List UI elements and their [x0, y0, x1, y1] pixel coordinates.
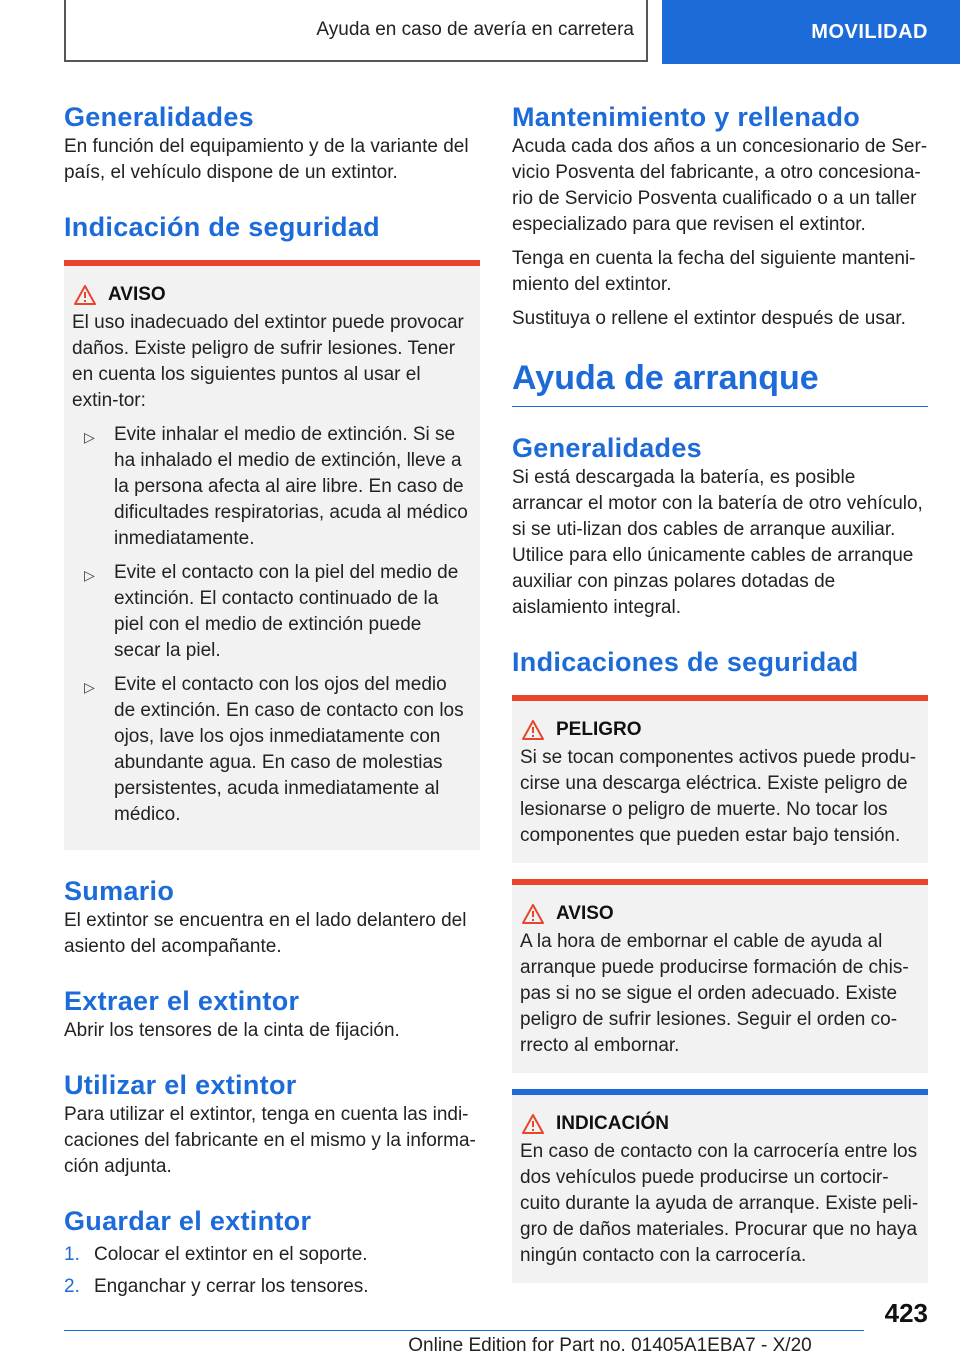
- notice-text: En caso de contacto con la carrocería entre los dos vehículos puede producirse un cortocir‐cuito durante la ayuda de arranque. Existe peli‐gro de daños materiales. Procurar que no haya ningún contacto con la carrocería.: [520, 1141, 919, 1266]
- header-chapter-tab: [662, 0, 960, 64]
- page-number: 423: [884, 1298, 928, 1328]
- heading-sumario: Sumario: [64, 876, 175, 906]
- warning-triangle-icon: [74, 285, 96, 305]
- list-item: [64, 1242, 480, 1268]
- jump-generalidades-text: Si está descargada la batería, es posible arrancar el motor con la batería de otro vehículo, si se uti‐lizan dos cables de arranque auxiliar. Utilice para ello únicamente cables de arranque auxiliar con pinzas polares dotadas de aislamiento integral.: [512, 467, 923, 618]
- triangle-bullet-icon: ▷: [84, 679, 95, 695]
- warning-label: AVISO: [108, 284, 166, 305]
- warning-box: [512, 879, 928, 1073]
- danger-box: [512, 695, 928, 863]
- warning-bullet-list: [72, 422, 472, 828]
- heading-safety: Indicación de seguridad: [64, 212, 380, 242]
- warning-text: El uso inadecuado del extintor puede provocar daños. Existe peligro de sufrir lesiones. Tener en cuenta los siguientes puntos al usar el extin‐tor:: [72, 312, 464, 411]
- extract-text: Abrir los tensores de la cinta de fijación.: [64, 1020, 400, 1041]
- header-chapter-label: MOVILIDAD: [811, 20, 928, 43]
- heading-use: Utilizar el extintor: [64, 1070, 297, 1100]
- warning-triangle-icon: [522, 904, 544, 924]
- warning-label: AVISO: [556, 903, 614, 924]
- heading-extract: Extraer el extintor: [64, 986, 300, 1016]
- bullet-text: Evite inhalar el medio de extinción. Si se ha inhalado el medio de extinción, lleve a la persona afecta al aire libre. En caso de dificultades respiratorias, acuda al médico inmediatamente.: [114, 424, 468, 549]
- header-section-title: [64, 0, 648, 62]
- danger-text: Si se tocan componentes activos puede produ‐cirse una descarga eléctrica. Existe peligro de lesionarse o peligro de muerte. No tocar los componentes que pueden estar bajo tensión.: [520, 747, 917, 846]
- step-number: 2.: [64, 1276, 80, 1297]
- bullet-text: Evite el contacto con la piel del medio de extinción. El contacto continuado de la piel con el medio de extinción puede secar la piel.: [114, 562, 459, 661]
- triangle-bullet-icon: ▷: [84, 567, 95, 583]
- notice-box: [512, 1089, 928, 1283]
- maintenance-text-3: Sustituya o rellene el extintor después de usar.: [512, 308, 906, 329]
- heading-jump-generalidades: Generalidades: [512, 433, 702, 463]
- list-item: [84, 422, 472, 552]
- store-steps-list: [64, 1242, 480, 1300]
- footer-divider: [64, 1330, 864, 1331]
- warning-text: A la hora de embornar el cable de ayuda al arranque puede producirse formación de chis‐pas si no se sigue el orden adecuado. Existe peligro de sufrir lesiones. Seguir el orden co‐rrecto al embornar.: [520, 931, 909, 1056]
- danger-label: PELIGRO: [556, 719, 642, 740]
- right-column: [512, 100, 928, 1283]
- heading-jump-start: Ayuda de arranque: [512, 359, 819, 397]
- list-item: [84, 560, 472, 664]
- heading-store: Guardar el extintor: [64, 1206, 312, 1236]
- maintenance-text-2: Tenga en cuenta la fecha del siguiente manteni‐miento del extintor.: [512, 248, 916, 295]
- footer-edition: Online Edition for Part no. 01405A1EBA7 - X/20: [408, 1335, 812, 1356]
- warning-triangle-icon: [522, 720, 544, 740]
- warning-triangle-icon: [522, 1114, 544, 1134]
- bullet-text: Evite el contacto con los ojos del medio de extinción. En caso de contacto con los ojos, lave los ojos inmediatamente con abundante agua. En caso de molestias persistentes, acuda inmediatamente al médico.: [114, 674, 464, 825]
- header-section-label: Ayuda en caso de avería en carretera: [316, 19, 634, 40]
- triangle-bullet-icon: ▷: [84, 429, 95, 445]
- sumario-text: El extintor se encuentra en el lado delantero del asiento del acompañante.: [64, 910, 467, 957]
- generalidades-text: En función del equipamiento y de la variante del país, el vehículo dispone de un extintor.: [64, 136, 469, 183]
- step-number: 1.: [64, 1244, 80, 1265]
- step-text: Colocar el extintor en el soporte.: [94, 1244, 368, 1265]
- maintenance-text-1: Acuda cada dos años a un concesionario de Ser‐vicio Posventa del fabricante, a otro concesiona‐rio de Servicio Posventa cualificado o a un taller especializado para que revisen el extintor.: [512, 136, 928, 235]
- step-text: Enganchar y cerrar los tensores.: [94, 1276, 369, 1297]
- heading-generalidades: Generalidades: [64, 102, 254, 132]
- section-title-rule: [512, 356, 928, 407]
- heading-maintenance: Mantenimiento y rellenado: [512, 102, 861, 132]
- notice-label: INDICACIÓN: [556, 1113, 669, 1134]
- warning-box: [64, 260, 480, 850]
- heading-jump-safety: Indicaciones de seguridad: [512, 647, 859, 677]
- use-text: Para utilizar el extintor, tenga en cuenta las indi‐caciones del fabricante en el mismo y la informa‐ción adjunta.: [64, 1104, 476, 1177]
- list-item: [84, 672, 472, 828]
- left-column: [64, 100, 480, 1306]
- list-item: [64, 1274, 480, 1300]
